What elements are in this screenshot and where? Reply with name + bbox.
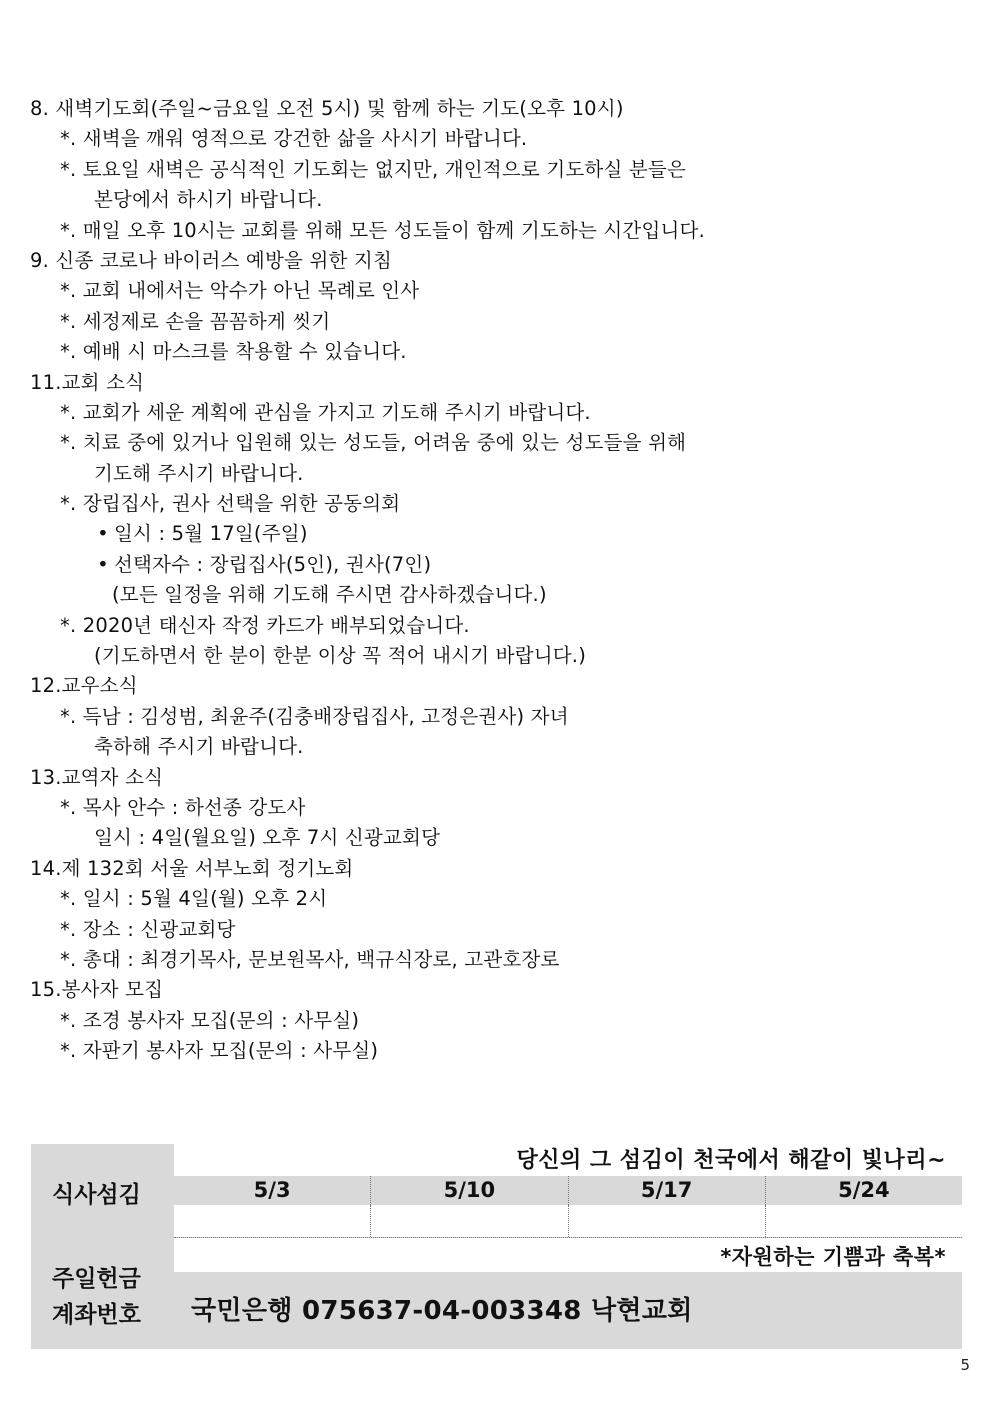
notice-bullet-item — [30, 550, 970, 580]
meal-service-cells — [174, 1205, 962, 1237]
notice-text: 14.제 132회 서울 서부노회 정기노회 — [30, 856, 354, 880]
notice-item — [30, 489, 970, 519]
notice-item — [30, 1036, 970, 1066]
slogan-band — [174, 1144, 962, 1176]
joy-text: *자원하는 기쁨과 축복* — [720, 1245, 946, 1269]
notice-text: 15.봉사자 모집 — [30, 978, 164, 1002]
notice-item — [30, 611, 970, 641]
notice-text: *. 교회 내에서는 악수가 아닌 목례로 인사 — [60, 279, 420, 303]
notice-text: 일시 : 5월 17일(주일) — [114, 522, 308, 546]
notice-text: 13.교역자 소식 — [30, 765, 164, 789]
notice-text: *. 장소 : 신광교회당 — [60, 917, 236, 941]
notice-text: *. 일시 : 5월 4일(월) 오후 2시 — [60, 887, 328, 911]
meal-service-label: 식사섬김 — [52, 1182, 141, 1208]
notice-item — [30, 915, 970, 945]
notice-continuation — [30, 185, 970, 215]
notice-item — [30, 428, 970, 458]
meal-service-cell — [569, 1205, 766, 1237]
notice-text: *. 장립집사, 권사 선택을 위한 공동의회 — [60, 492, 401, 516]
notice-heading — [30, 368, 970, 398]
notice-text: *. 조경 봉사자 모집(문의 : 사무실) — [60, 1008, 360, 1032]
notice-heading — [30, 246, 970, 276]
notice-item — [30, 1006, 970, 1036]
notice-text: 기도해 주시기 바랍니다. — [94, 461, 304, 485]
notice-list — [30, 94, 970, 1067]
notice-item — [30, 307, 970, 337]
notice-text: (기도하면서 한 분이 한분 이상 꼭 적어 내시기 바랍니다.) — [94, 644, 587, 668]
notice-text: *. 자판기 봉사자 모집(문의 : 사무실) — [60, 1039, 379, 1063]
date-header: 5/17 — [569, 1176, 766, 1205]
notice-heading — [30, 94, 970, 124]
notice-text: *. 새벽을 깨워 영적으로 강건한 삶을 사시기 바랍니다. — [60, 127, 528, 151]
notice-text: *. 득남 : 김성범, 최윤주(김충배장립집사, 고정은권사) 자녀 — [60, 704, 569, 728]
notice-continuation — [30, 823, 970, 853]
date-header: 5/3 — [174, 1176, 371, 1205]
notice-text: 일시 : 4일(월요일) 오후 7시 신광교회당 — [94, 826, 441, 850]
notice-text: *. 치료 중에 있거나 입원해 있는 성도들, 어려움 중에 있는 성도들을 위해 — [60, 431, 687, 455]
notice-item — [30, 276, 970, 306]
account-label: 계좌번호 — [52, 1302, 141, 1328]
notice-text: *. 교회가 세운 계획에 관심을 가지고 기도해 주시기 바랍니다. — [60, 400, 591, 424]
notice-item — [30, 702, 970, 732]
notice-heading — [30, 854, 970, 884]
notice-continuation — [30, 459, 970, 489]
notice-bullet-item — [30, 519, 970, 549]
meal-service-cell — [174, 1205, 371, 1237]
notice-item — [30, 155, 970, 185]
notice-text: *. 2020년 태신자 작정 카드가 배부되었습니다. — [60, 613, 470, 637]
bank-account: 국민은행 075637-04-003348 낙현교회 — [191, 1296, 693, 1326]
notice-text: 12.교우소식 — [30, 674, 138, 698]
notice-item — [30, 216, 970, 246]
notice-note — [30, 580, 970, 610]
notice-text: 11.교회 소식 — [30, 370, 145, 394]
page-number: 5 — [960, 1356, 970, 1374]
notice-text: *. 세정제로 손을 꼼꼼하게 씻기 — [60, 309, 331, 333]
notice-text: *. 예배 시 마스크를 착용할 수 있습니다. — [60, 340, 407, 364]
notice-text: 9. 신종 코로나 바이러스 예방을 위한 지침 — [30, 248, 392, 272]
notice-item — [30, 124, 970, 154]
notice-item — [30, 884, 970, 914]
notice-text: *. 총대 : 최경기목사, 문보원목사, 백규식장로, 고관호장로 — [60, 947, 560, 971]
offering-label: 주일헌금 — [52, 1266, 141, 1292]
notice-continuation — [30, 641, 970, 671]
notice-heading — [30, 671, 970, 701]
bullet-icon: • — [97, 522, 109, 546]
notice-text: (모든 일정을 위해 기도해 주시면 감사하겠습니다.) — [112, 583, 547, 607]
notice-text: 선택자수 : 장립집사(5인), 권사(7인) — [114, 552, 432, 576]
meal-service-cell — [371, 1205, 568, 1237]
meal-service-cell — [766, 1205, 962, 1237]
notice-text: *. 목사 안수 : 하선종 강도사 — [60, 795, 306, 819]
joy-band — [174, 1238, 962, 1272]
notice-text: *. 매일 오후 10시는 교회를 위해 모든 성도들이 함께 기도하는 시간입니다. — [60, 218, 705, 242]
notice-item — [30, 337, 970, 367]
notice-text: 축하해 주시기 바랍니다. — [94, 735, 304, 759]
notice-text: 8. 새벽기도회(주일~금요일 오전 5시) 및 함께 하는 기도(오후 10시) — [30, 97, 624, 120]
bullet-icon: • — [97, 552, 109, 576]
date-header: 5/10 — [371, 1176, 568, 1205]
notice-item — [30, 398, 970, 428]
notice-continuation — [30, 732, 970, 762]
date-header: 5/24 — [838, 1178, 890, 1202]
notice-heading — [30, 763, 970, 793]
notice-text: *. 토요일 새벽은 공식적인 기도회는 없지만, 개인적으로 기도하실 분들은 — [60, 157, 687, 181]
notice-heading — [30, 975, 970, 1005]
notice-item — [30, 945, 970, 975]
notice-text: 본당에서 하시기 바랍니다. — [94, 188, 323, 212]
notice-item — [30, 793, 970, 823]
meal-service-dates — [174, 1176, 962, 1205]
slogan-text: 당신의 그 섬김이 천국에서 해같이 빛나리~ — [516, 1148, 946, 1173]
